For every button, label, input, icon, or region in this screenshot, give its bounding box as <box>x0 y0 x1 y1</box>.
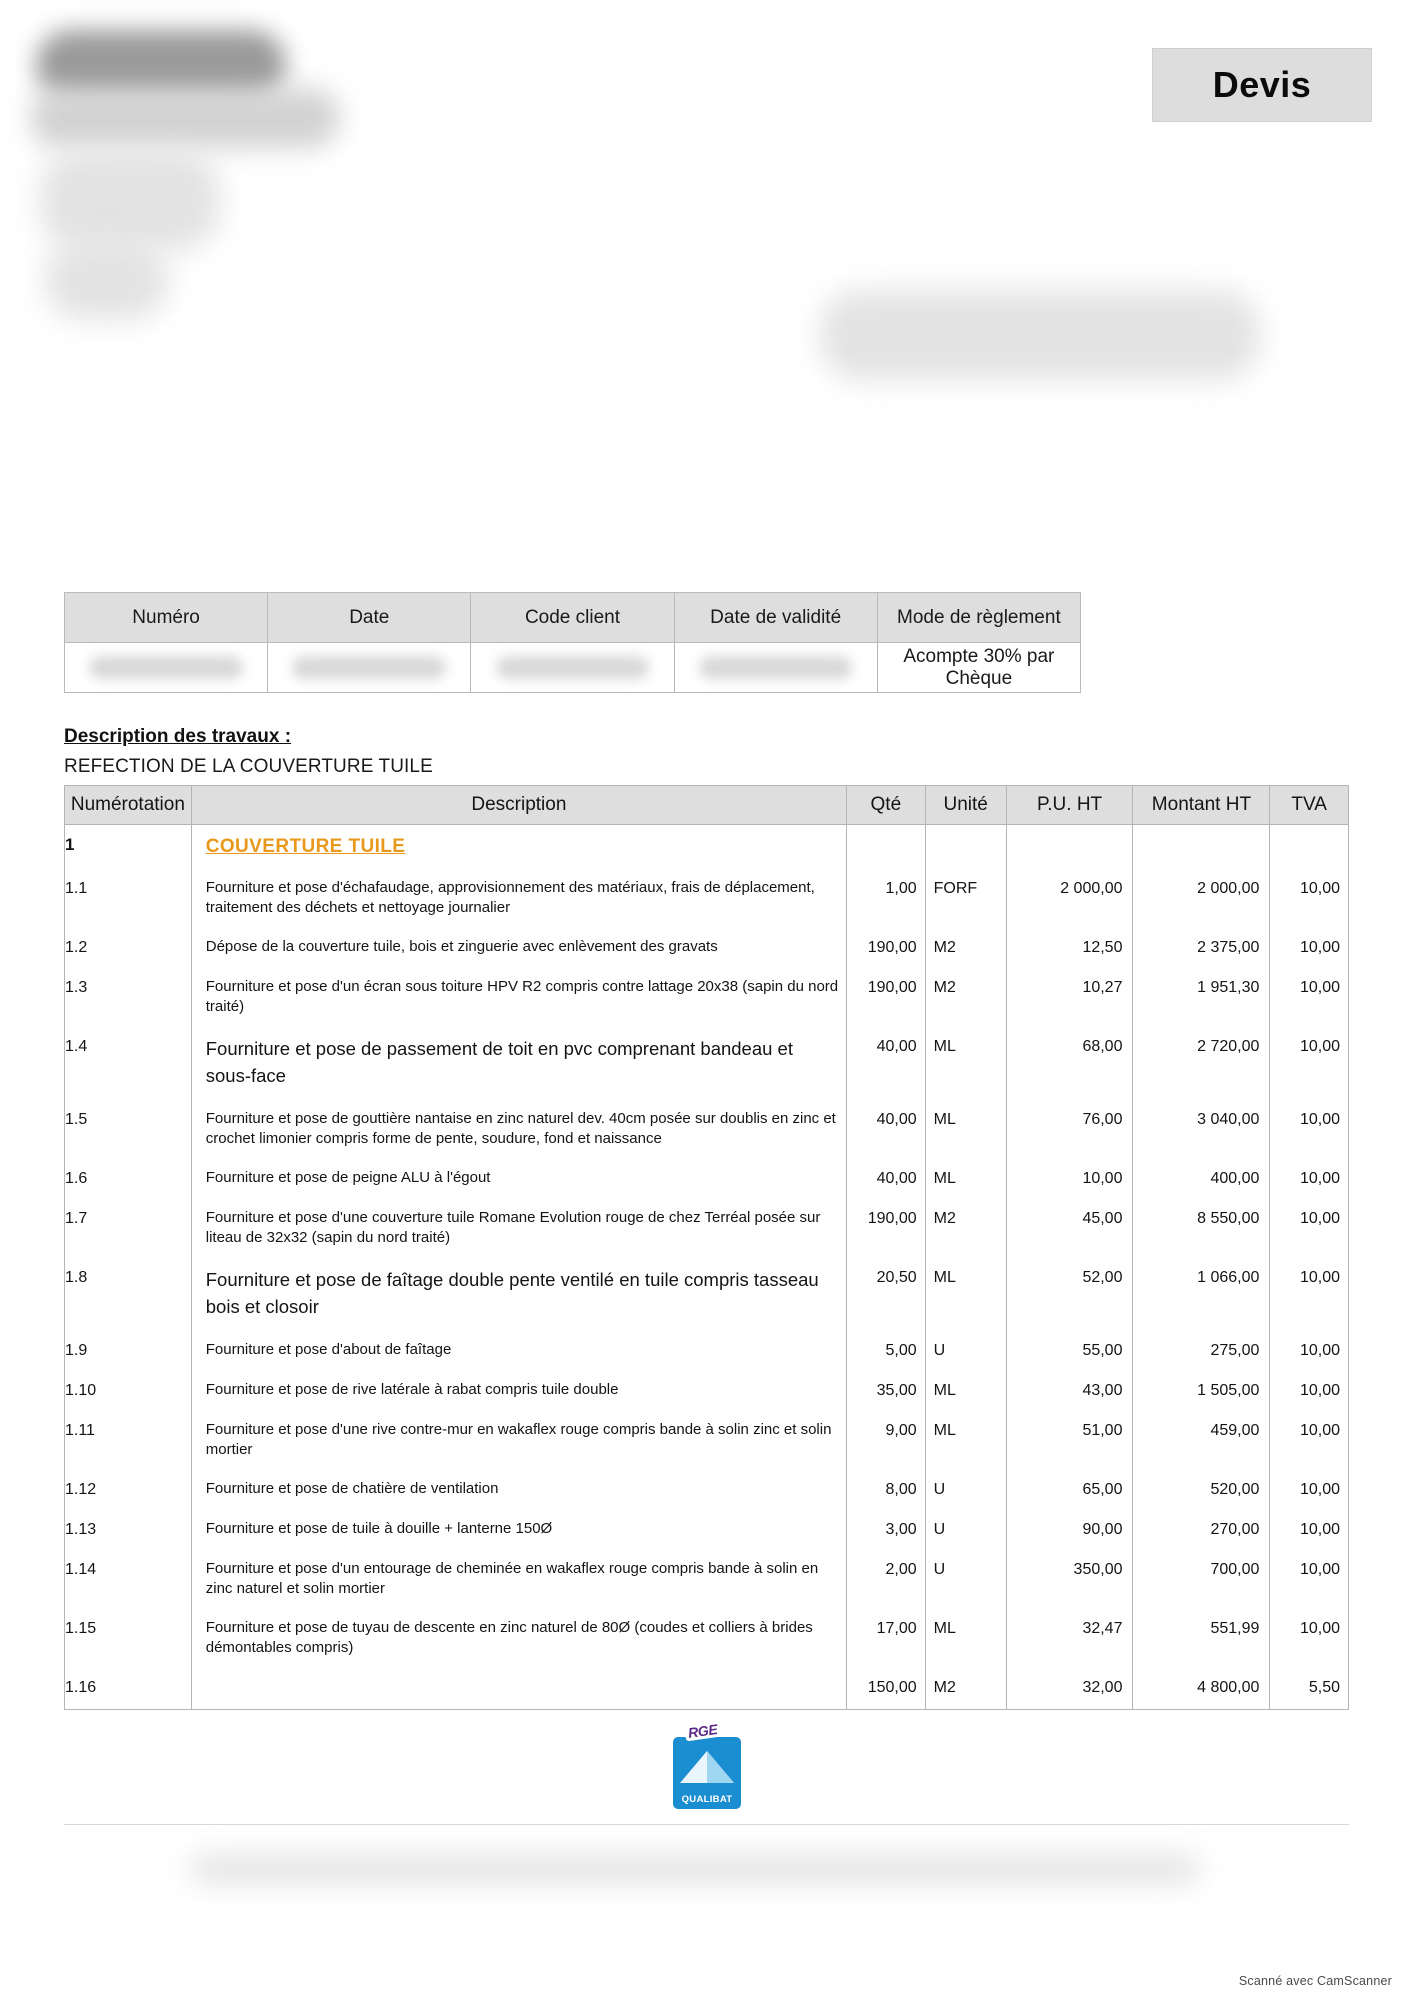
items-header-unite: Unité <box>925 786 1006 825</box>
item-unit-price: 65,00 <box>1006 1470 1133 1510</box>
info-value-date-validite <box>674 643 877 693</box>
item-description: Fourniture et pose de tuile à douille + lanterne 150Ø <box>191 1510 846 1550</box>
item-number: 1.16 <box>65 1668 192 1709</box>
item-unit-price: 32,47 <box>1006 1609 1133 1668</box>
item-tva: 10,00 <box>1270 1027 1349 1100</box>
works-description-subtitle: REFECTION DE LA COUVERTURE TUILE <box>64 756 433 777</box>
items-header-row <box>65 786 1349 825</box>
item-tva: 10,00 <box>1270 1100 1349 1159</box>
redacted-client-block <box>820 290 1260 380</box>
item-description <box>191 825 846 870</box>
item-amount-ht: 1 505,00 <box>1133 1371 1270 1411</box>
item-quantity: 5,00 <box>847 1331 926 1371</box>
item-description: Dépose de la couverture tuile, bois et zinguerie avec enlèvement des gravats <box>191 928 846 968</box>
item-description <box>191 1258 846 1331</box>
item-description <box>191 1668 846 1709</box>
qualibat-logo-square <box>673 1737 741 1809</box>
item-unit-price: 55,00 <box>1006 1331 1133 1371</box>
item-tva: 10,00 <box>1270 1258 1349 1331</box>
item-unit: ML <box>925 1609 1006 1668</box>
item-tva: 10,00 <box>1270 1371 1349 1411</box>
table-row <box>65 1100 1349 1159</box>
item-number: 1.9 <box>65 1331 192 1371</box>
table-row <box>65 1331 1349 1371</box>
item-quantity: 40,00 <box>847 1159 926 1199</box>
table-row <box>65 1258 1349 1331</box>
qualibat-label: QUALIBAT <box>681 1794 733 1805</box>
info-value-row <box>65 643 1081 693</box>
quote-items-table <box>64 785 1349 1710</box>
item-unit-price: 51,00 <box>1006 1411 1133 1470</box>
item-description: Fourniture et pose de gouttière nantaise en zinc naturel dev. 40cm posée sur doublis en zinc et crochet limonier compris forme de pente, soudure, fond et naissance <box>191 1100 846 1159</box>
item-amount-ht: 1 066,00 <box>1133 1258 1270 1331</box>
item-description: Fourniture et pose d'about de faîtage <box>191 1331 846 1371</box>
item-unit-price: 32,00 <box>1006 1668 1133 1709</box>
table-row <box>65 825 1349 870</box>
items-header-numerotation: Numérotation <box>65 786 192 825</box>
item-unit: ML <box>925 1100 1006 1159</box>
item-number: 1.3 <box>65 968 192 1027</box>
items-header-tva: TVA <box>1270 786 1349 825</box>
item-number: 1.15 <box>65 1609 192 1668</box>
item-amount-ht <box>1133 825 1270 870</box>
item-description: Fourniture et pose d'échafaudage, approvisionnement des matériaux, frais de déplacement, traitement des déchets et nettoyage journalier <box>191 869 846 928</box>
item-description: Fourniture et pose de rive latérale à rabat compris tuile double <box>191 1371 846 1411</box>
table-row <box>65 1027 1349 1100</box>
item-unit-price: 68,00 <box>1006 1027 1133 1100</box>
pyramid-shade-icon <box>707 1751 734 1783</box>
table-row <box>65 1609 1349 1668</box>
item-unit: U <box>925 1550 1006 1609</box>
item-tva: 10,00 <box>1270 1510 1349 1550</box>
items-header-montant-ht: Montant HT <box>1133 786 1270 825</box>
item-quantity: 190,00 <box>847 968 926 1027</box>
info-header-date-validite: Date de validité <box>674 593 877 643</box>
item-description: Fourniture et pose d'une rive contre-mur en wakaflex rouge compris bande à solin zinc et solin mortier <box>191 1411 846 1470</box>
item-unit-price: 10,00 <box>1006 1159 1133 1199</box>
item-tva: 10,00 <box>1270 1159 1349 1199</box>
item-tva: 10,00 <box>1270 1411 1349 1470</box>
item-number: 1.1 <box>65 869 192 928</box>
item-unit: M2 <box>925 968 1006 1027</box>
item-description: Fourniture et pose de chatière de ventilation <box>191 1470 846 1510</box>
item-quantity: 190,00 <box>847 1199 926 1258</box>
camscanner-watermark: Scanné avec CamScanner <box>1238 1974 1392 1988</box>
item-quantity <box>847 825 926 870</box>
table-row <box>65 1199 1349 1258</box>
items-body <box>65 825 1349 1710</box>
item-unit: M2 <box>925 1199 1006 1258</box>
redacted-numero <box>89 656 243 680</box>
item-number: 1.12 <box>65 1470 192 1510</box>
item-unit: ML <box>925 1411 1006 1470</box>
redacted-date-validite <box>699 656 853 680</box>
item-unit-price <box>1006 825 1133 870</box>
item-number: 1.5 <box>65 1100 192 1159</box>
item-amount-ht: 2 375,00 <box>1133 928 1270 968</box>
item-amount-ht: 400,00 <box>1133 1159 1270 1199</box>
item-number: 1.10 <box>65 1371 192 1411</box>
item-number: 1 <box>65 825 192 870</box>
redacted-company-address <box>40 150 220 250</box>
item-tva: 10,00 <box>1270 869 1349 928</box>
items-header-qte: Qté <box>847 786 926 825</box>
item-number: 1.7 <box>65 1199 192 1258</box>
item-quantity: 35,00 <box>847 1371 926 1411</box>
item-amount-ht: 8 550,00 <box>1133 1199 1270 1258</box>
table-row <box>65 1510 1349 1550</box>
item-unit: FORF <box>925 869 1006 928</box>
table-row <box>65 1159 1349 1199</box>
redacted-code-client <box>496 656 650 680</box>
works-description-heading: Description des travaux : <box>64 726 292 747</box>
item-description-text: Fourniture et pose de passement de toit en pvc comprenant bandeau et sous-face <box>205 1038 793 1087</box>
item-quantity: 40,00 <box>847 1100 926 1159</box>
item-quantity: 2,00 <box>847 1550 926 1609</box>
item-amount-ht: 275,00 <box>1133 1331 1270 1371</box>
qualibat-rge-logo <box>667 1723 747 1809</box>
info-value-code-client <box>471 643 674 693</box>
item-tva: 10,00 <box>1270 928 1349 968</box>
redacted-company-name <box>30 88 340 148</box>
item-tva: 10,00 <box>1270 1331 1349 1371</box>
item-unit-price: 2 000,00 <box>1006 869 1133 928</box>
table-row <box>65 968 1349 1027</box>
section-title: COUVERTURE TUILE <box>205 836 406 857</box>
item-quantity: 190,00 <box>847 928 926 968</box>
item-unit-price: 45,00 <box>1006 1199 1133 1258</box>
redacted-footer-text <box>190 1855 1200 1883</box>
item-number: 1.8 <box>65 1258 192 1331</box>
item-description: Fourniture et pose de tuyau de descente en zinc naturel de 80Ø (coudes et colliers à brides démontables compris) <box>191 1609 846 1668</box>
item-unit: ML <box>925 1027 1006 1100</box>
item-unit-price: 12,50 <box>1006 928 1133 968</box>
item-quantity: 1,00 <box>847 869 926 928</box>
item-amount-ht: 700,00 <box>1133 1550 1270 1609</box>
table-row <box>65 1371 1349 1411</box>
item-tva: 10,00 <box>1270 1550 1349 1609</box>
item-quantity: 3,00 <box>847 1510 926 1550</box>
redacted-company-contact <box>44 240 169 320</box>
redacted-date <box>292 656 446 680</box>
item-amount-ht: 520,00 <box>1133 1470 1270 1510</box>
item-tva: 10,00 <box>1270 1609 1349 1668</box>
item-tva: 10,00 <box>1270 1199 1349 1258</box>
item-quantity: 9,00 <box>847 1411 926 1470</box>
table-row <box>65 928 1349 968</box>
item-number: 1.4 <box>65 1027 192 1100</box>
item-unit-price: 52,00 <box>1006 1258 1133 1331</box>
item-tva: 5,50 <box>1270 1668 1349 1709</box>
footer-divider <box>64 1824 1349 1825</box>
item-amount-ht: 4 800,00 <box>1133 1668 1270 1709</box>
item-number: 1.13 <box>65 1510 192 1550</box>
item-unit: U <box>925 1510 1006 1550</box>
item-amount-ht: 551,99 <box>1133 1609 1270 1668</box>
document-title: Devis <box>1212 64 1312 105</box>
item-quantity: 20,50 <box>847 1258 926 1331</box>
item-amount-ht: 2 720,00 <box>1133 1027 1270 1100</box>
item-unit: ML <box>925 1371 1006 1411</box>
info-value-date <box>268 643 471 693</box>
item-unit: ML <box>925 1258 1006 1331</box>
quote-info-table <box>64 592 1081 693</box>
item-tva: 10,00 <box>1270 968 1349 1027</box>
table-row <box>65 1411 1349 1470</box>
item-unit <box>925 825 1006 870</box>
item-unit-price: 43,00 <box>1006 1371 1133 1411</box>
info-header-mode-reglement: Mode de règlement <box>877 593 1080 643</box>
item-unit-price: 90,00 <box>1006 1510 1133 1550</box>
item-description <box>191 1027 846 1100</box>
item-unit: U <box>925 1470 1006 1510</box>
item-amount-ht: 2 000,00 <box>1133 869 1270 928</box>
document-type-badge <box>1152 48 1372 122</box>
info-value-mode-reglement: Acompte 30% par Chèque <box>877 643 1080 693</box>
item-quantity: 17,00 <box>847 1609 926 1668</box>
info-header-numero: Numéro <box>65 593 268 643</box>
item-unit-price: 10,27 <box>1006 968 1133 1027</box>
info-value-numero <box>65 643 268 693</box>
item-description: Fourniture et pose d'un écran sous toiture HPV R2 compris contre lattage 20x38 (sapin du nord traité) <box>191 968 846 1027</box>
table-row <box>65 1668 1349 1709</box>
item-unit: M2 <box>925 928 1006 968</box>
item-unit: ML <box>925 1159 1006 1199</box>
item-amount-ht: 3 040,00 <box>1133 1100 1270 1159</box>
item-tva <box>1270 825 1349 870</box>
table-row <box>65 869 1349 928</box>
info-header-code-client: Code client <box>471 593 674 643</box>
item-unit-price: 76,00 <box>1006 1100 1133 1159</box>
items-header-description: Description <box>191 786 846 825</box>
item-description-text: Fourniture et pose de faîtage double pente ventilé en tuile compris tasseau bois et closoir <box>205 1268 819 1317</box>
item-description: Fourniture et pose d'un entourage de cheminée en wakaflex rouge compris bande à solin en zinc naturel et solin mortier <box>191 1550 846 1609</box>
info-header-row <box>65 593 1081 643</box>
item-unit-price: 350,00 <box>1006 1550 1133 1609</box>
item-amount-ht: 459,00 <box>1133 1411 1270 1470</box>
table-row <box>65 1470 1349 1510</box>
item-amount-ht: 270,00 <box>1133 1510 1270 1550</box>
table-row <box>65 1550 1349 1609</box>
item-number: 1.2 <box>65 928 192 968</box>
items-header-pu-ht: P.U. HT <box>1006 786 1133 825</box>
item-quantity: 150,00 <box>847 1668 926 1709</box>
item-quantity: 40,00 <box>847 1027 926 1100</box>
item-number: 1.11 <box>65 1411 192 1470</box>
item-number: 1.14 <box>65 1550 192 1609</box>
rge-badge: RGE <box>684 1721 721 1742</box>
item-tva: 10,00 <box>1270 1470 1349 1510</box>
item-description: Fourniture et pose d'une couverture tuile Romane Evolution rouge de chez Terréal posée sur liteau de 32x32 (sapin du nord traité) <box>191 1199 846 1258</box>
item-unit: U <box>925 1331 1006 1371</box>
item-quantity: 8,00 <box>847 1470 926 1510</box>
item-description: Fourniture et pose de peigne ALU à l'égout <box>191 1159 846 1199</box>
item-unit: M2 <box>925 1668 1006 1709</box>
item-amount-ht: 1 951,30 <box>1133 968 1270 1027</box>
item-number: 1.6 <box>65 1159 192 1199</box>
info-header-date: Date <box>268 593 471 643</box>
